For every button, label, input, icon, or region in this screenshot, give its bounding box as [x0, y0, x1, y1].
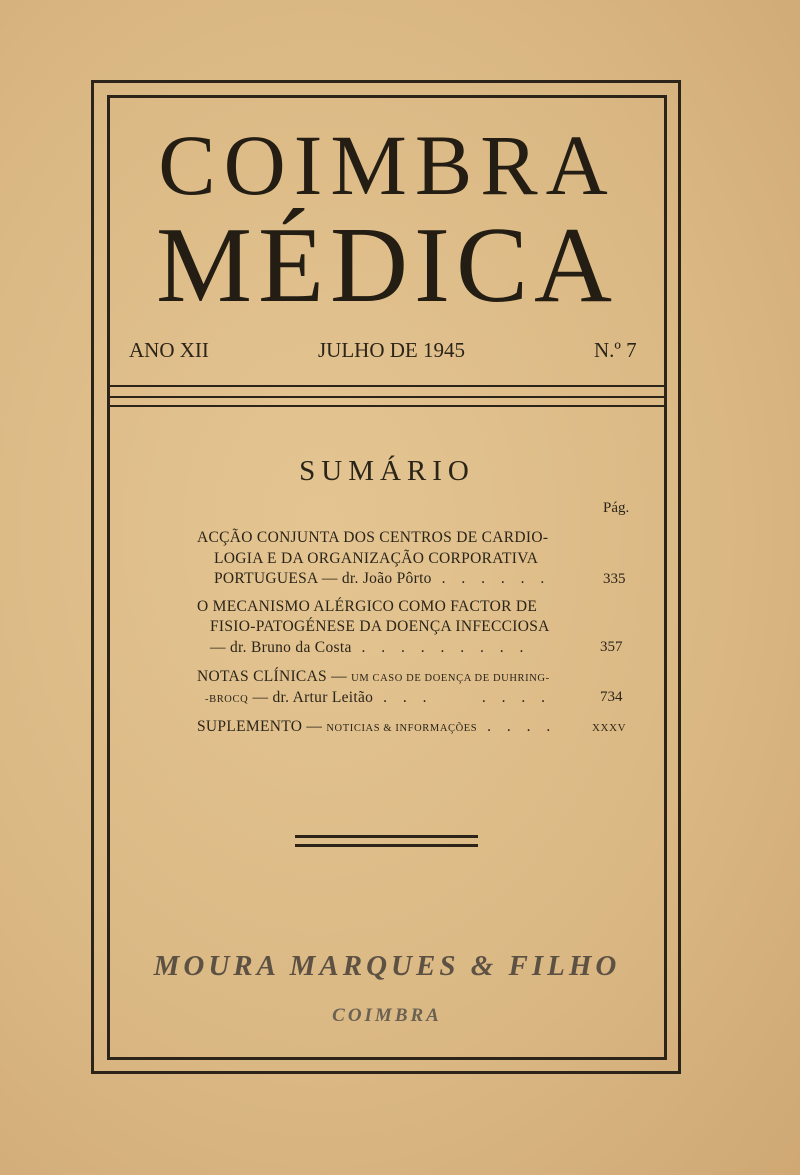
- header-rule: [110, 396, 664, 398]
- decorative-rule: [295, 835, 478, 838]
- toc-entry-subtitle: -BROCQ: [205, 694, 249, 705]
- leader-dots: . . . . . . . . .: [351, 639, 530, 656]
- toc-entry-line: ACÇÃO CONJUNTA DOS CENTROS DE CARDIO-: [197, 529, 549, 546]
- toc-entry-page: XXXV: [592, 722, 627, 734]
- header-rule: [110, 405, 664, 407]
- toc-entry-author: — dr. Artur Leitão: [252, 689, 374, 706]
- toc-entry-line: O MECANISMO ALÉRGICO COMO FACTOR DE: [197, 598, 538, 615]
- journal-title-line1: COIMBRA: [158, 117, 616, 213]
- journal-year: ANO XII: [129, 338, 209, 362]
- toc-entry-subtitle: NOTICIAS & INFORMAÇÕES: [326, 723, 478, 734]
- toc-entry-title: NOTAS CLÍNICAS —: [197, 668, 347, 685]
- toc-entry-line: PORTUGUESA — dr. João Pôrto: [214, 570, 432, 587]
- publisher-name: MOURA MARQUES & FILHO: [153, 950, 621, 982]
- toc-entry-line: LOGIA E DA ORGANIZAÇÃO CORPORATIVA: [214, 550, 539, 567]
- leader-dots: . . . . . .: [431, 570, 551, 587]
- toc-entry-page: 734: [600, 689, 623, 705]
- decorative-rule: [295, 844, 478, 847]
- journal-date: JULHO DE 1945: [318, 338, 465, 362]
- leader-dots: . . . . . . .: [373, 689, 551, 706]
- toc-entry-subtitle: UM CASO DE DOENÇA DE DUHRING-: [351, 673, 550, 684]
- toc-entry-line: — dr. Bruno da Costa: [210, 639, 352, 656]
- header-rule: [110, 385, 664, 387]
- journal-number: N.º 7: [594, 338, 637, 362]
- toc-entry-title: SUPLEMENTO —: [197, 718, 323, 735]
- toc-entry-page: 357: [600, 639, 623, 655]
- toc-entry-page: 335: [603, 571, 626, 587]
- summary-heading: SUMÁRIO: [299, 455, 475, 487]
- toc-entry-line: FISIO-PATOGÉNESE DA DOENÇA INFECCIOSA: [210, 618, 550, 635]
- page-column-label: Pág.: [603, 500, 630, 516]
- publisher-city: COIMBRA: [332, 1005, 442, 1026]
- leader-dots: . . . .: [477, 718, 557, 735]
- journal-title-line2: MÉDICA: [156, 206, 618, 325]
